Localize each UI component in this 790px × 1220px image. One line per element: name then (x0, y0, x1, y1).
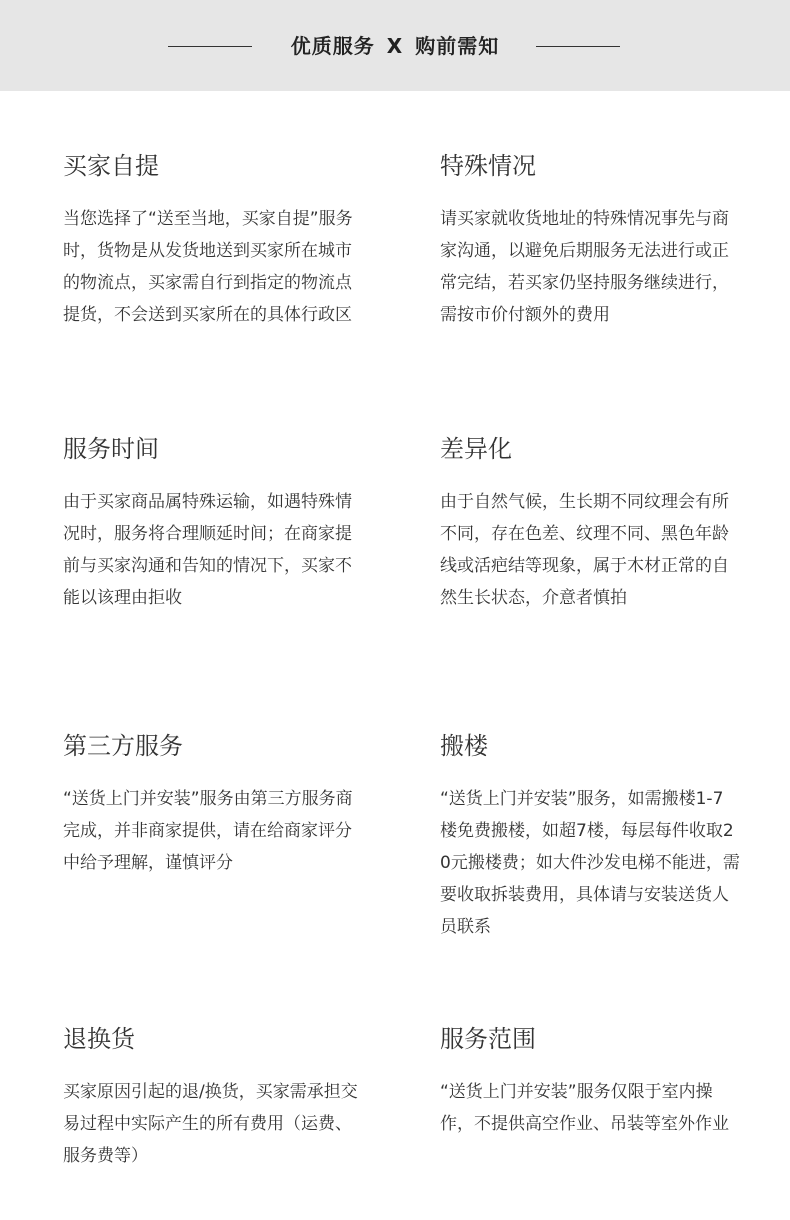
title-separator: X (386, 34, 404, 58)
section-service-scope (440, 1022, 740, 1140)
section-body: “送货上门并安装”服务，如需搬楼1-7楼免费搬楼，如超7楼，每层每件收取20元搬楼费；如大件沙发电梯不能进，需要收取拆装费用，具体请与安装送货人员联系 (440, 789, 740, 937)
section-body: 当您选择了“送至当地，买家自提”服务时，货物是从发货地送到买家所在城市的物流点，买家需自行到指定的物流点提货，不会送到买家所在的具体行政区 (63, 209, 353, 325)
section-body: 请买家就收货地址的特殊情况事先与商家沟通，以避免后期服务无法进行或正常完结，若买家仍坚持服务继续进行，需按市价付额外的费用 (440, 209, 729, 325)
section-special-cases (440, 149, 740, 331)
section-title: 特殊情况 (440, 152, 536, 180)
title-right: 购前需知 (415, 34, 500, 58)
section-title: 退换货 (63, 1025, 135, 1053)
section-title: 差异化 (440, 435, 512, 463)
section-title: 第三方服务 (63, 732, 183, 760)
section-body: 由于自然气候，生长期不同纹理会有所不同，存在色差、纹理不同、黑色年龄线或活疤结等现象，属于木材正常的自然生长状态，介意者慎拍 (440, 492, 729, 608)
section-body: 由于买家商品属特殊运输，如遇特殊情况时，服务将合理顺延时间；在商家提前与买家沟通和告知的情况下，买家不能以该理由拒收 (63, 492, 352, 608)
section-third-party (63, 729, 363, 879)
section-stairs (440, 729, 740, 943)
section-title: 搬楼 (440, 732, 488, 760)
header-divider-right (536, 46, 620, 47)
header-banner (0, 0, 790, 91)
title-left: 优质服务 (290, 34, 375, 58)
page-title (255, 31, 535, 61)
section-self-pickup (63, 149, 363, 331)
section-service-time (63, 432, 363, 614)
header-divider-left (168, 46, 252, 47)
section-title: 买家自提 (63, 152, 159, 180)
section-returns (63, 1022, 363, 1172)
section-differences (440, 432, 740, 614)
section-body: “送货上门并安装”服务仅限于室内操作，不提供高空作业、吊装等室外作业 (440, 1082, 729, 1134)
section-title: 服务时间 (63, 435, 159, 463)
section-body: 买家原因引起的退/换货，买家需承担交易过程中实际产生的所有费用（运费、服务费等） (63, 1082, 358, 1166)
notice-content (18, 91, 772, 1220)
section-title: 服务范围 (440, 1025, 536, 1053)
section-body: “送货上门并安装”服务由第三方服务商完成，并非商家提供，请在给商家评分中给予理解，谨慎评分 (63, 789, 353, 873)
